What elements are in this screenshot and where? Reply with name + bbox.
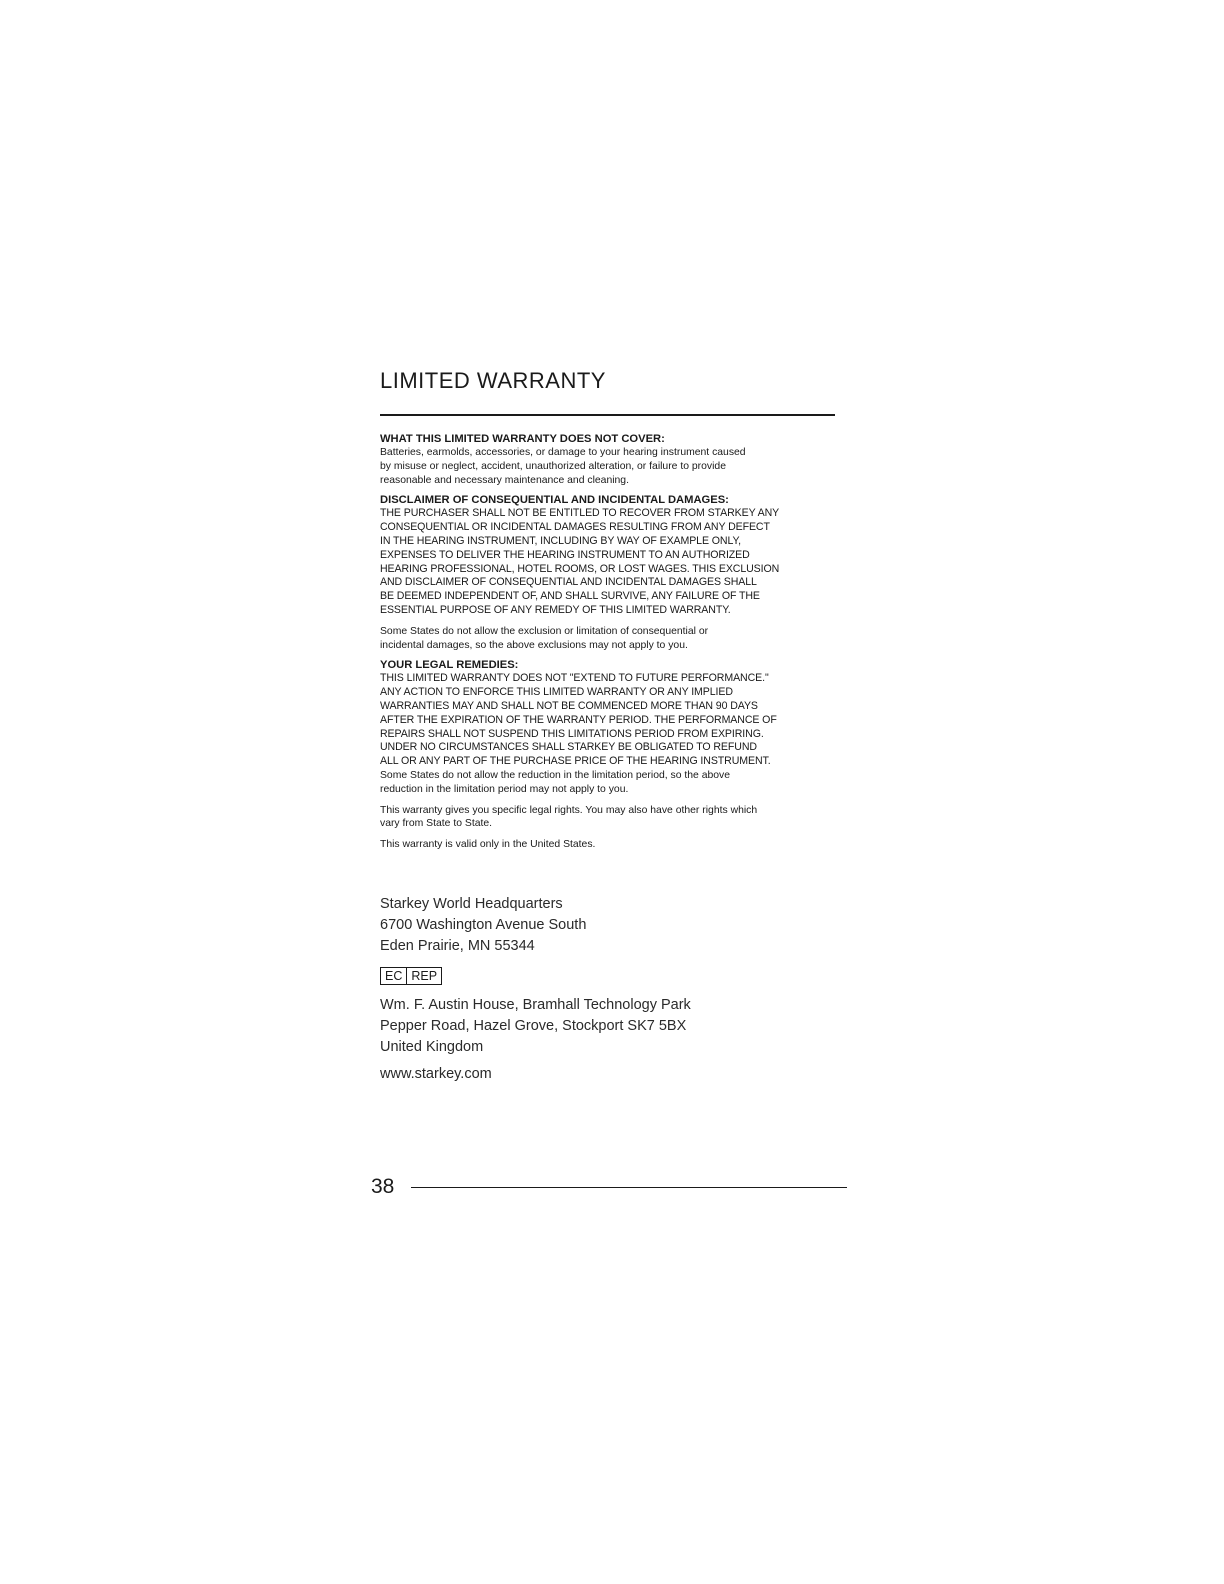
remedies-line: UNDER NO CIRCUMSTANCES SHALL STARKEY BE OBLIGATED TO REFUND <box>380 741 757 754</box>
hq-city: Eden Prairie, MN 55344 <box>380 937 535 954</box>
hq-street: 6700 Washington Avenue South <box>380 916 587 933</box>
disclaimer-line: CONSEQUENTIAL OR INCIDENTAL DAMAGES RESULTING FROM ANY DEFECT <box>380 521 770 534</box>
rights-line: vary from State to State. <box>380 818 493 830</box>
uk-address-line: United Kingdom <box>380 1038 484 1055</box>
remedies-line: WARRANTIES MAY AND SHALL NOT BE COMMENCED MORE THAN 90 DAYS <box>380 699 758 712</box>
remedies-note: reduction in the limitation period may not apply to you. <box>380 783 629 795</box>
remedies-line: AFTER THE EXPIRATION OF THE WARRANTY PERIOD. THE PERFORMANCE OF <box>380 713 777 726</box>
remedies-line: ANY ACTION TO ENFORCE THIS LIMITED WARRANTY OR ANY IMPLIED <box>380 686 733 699</box>
not-cover-heading: WHAT THIS LIMITED WARRANTY DOES NOT COVER: <box>380 433 665 445</box>
disclaimer-line: IN THE HEARING INSTRUMENT, INCLUDING BY WAY OF EXAMPLE ONLY, <box>380 534 741 547</box>
footer-rule <box>411 1187 847 1188</box>
rep-label: REP <box>406 968 441 984</box>
disclaimer-line: AND DISCLAIMER OF CONSEQUENTIAL AND INCIDENTAL DAMAGES SHALL <box>380 576 757 589</box>
page-title: LIMITED WARRANTY <box>380 368 606 393</box>
uk-address-line: Wm. F. Austin House, Bramhall Technology Park <box>380 996 691 1013</box>
warranty-page <box>380 366 850 1085</box>
not-cover-line: reasonable and necessary maintenance and cleaning. <box>380 474 629 486</box>
title-rule <box>380 414 835 416</box>
disclaimer-heading: DISCLAIMER OF CONSEQUENTIAL AND INCIDENTAL DAMAGES: <box>380 494 729 507</box>
hq-name: Starkey World Headquarters <box>380 895 563 912</box>
remedies-line: ALL OR ANY PART OF THE PURCHASE PRICE OF THE HEARING INSTRUMENT. <box>380 755 771 768</box>
website-link[interactable]: www.starkey.com <box>380 1065 492 1082</box>
disclaimer-line: EXPENSES TO DELIVER THE HEARING INSTRUMENT TO AN AUTHORIZED <box>380 548 750 561</box>
not-cover-line: Batteries, earmolds, accessories, or damage to your hearing instrument caused <box>380 447 746 458</box>
disclaimer-line: HEARING PROFESSIONAL, HOTEL ROOMS, OR LOST WAGES. THIS EXCLUSION <box>380 562 780 575</box>
remedies-line: REPAIRS SHALL NOT SUSPEND THIS LIMITATIONS PERIOD FROM EXPIRING. <box>380 727 764 740</box>
valid-statement: This warranty is valid only in the United States. <box>380 839 596 851</box>
disclaimer-line: THE PURCHASER SHALL NOT BE ENTITLED TO RECOVER FROM STARKEY ANY <box>380 507 780 520</box>
page-footer <box>371 1174 851 1200</box>
disclaimer-line: BE DEEMED INDEPENDENT OF, AND SHALL SURVIVE, ANY FAILURE OF THE <box>380 590 760 603</box>
page-number: 38 <box>371 1175 395 1198</box>
not-cover-line: by misuse or neglect, accident, unauthorized alteration, or failure to provide <box>380 460 726 472</box>
remedies-line: THIS LIMITED WARRANTY DOES NOT "EXTEND TO FUTURE PERFORMANCE." <box>380 672 769 685</box>
uk-address-line: Pepper Road, Hazel Grove, Stockport SK7 5BX <box>380 1017 687 1034</box>
ec-label: EC <box>385 968 403 983</box>
rights-line: This warranty gives you specific legal rights. You may also have other rights which <box>380 804 758 816</box>
ec-rep-symbol <box>380 967 442 985</box>
disclaimer-line: ESSENTIAL PURPOSE OF ANY REMEDY OF THIS LIMITED WARRANTY. <box>380 603 731 616</box>
disclaimer-note: incidental damages, so the above exclusions may not apply to you. <box>380 639 688 651</box>
remedies-heading: YOUR LEGAL REMEDIES: <box>380 659 519 672</box>
remedies-note: Some States do not allow the reduction in the limitation period, so the above <box>380 769 731 781</box>
disclaimer-note: Some States do not allow the exclusion or limitation of consequential or <box>380 625 709 637</box>
